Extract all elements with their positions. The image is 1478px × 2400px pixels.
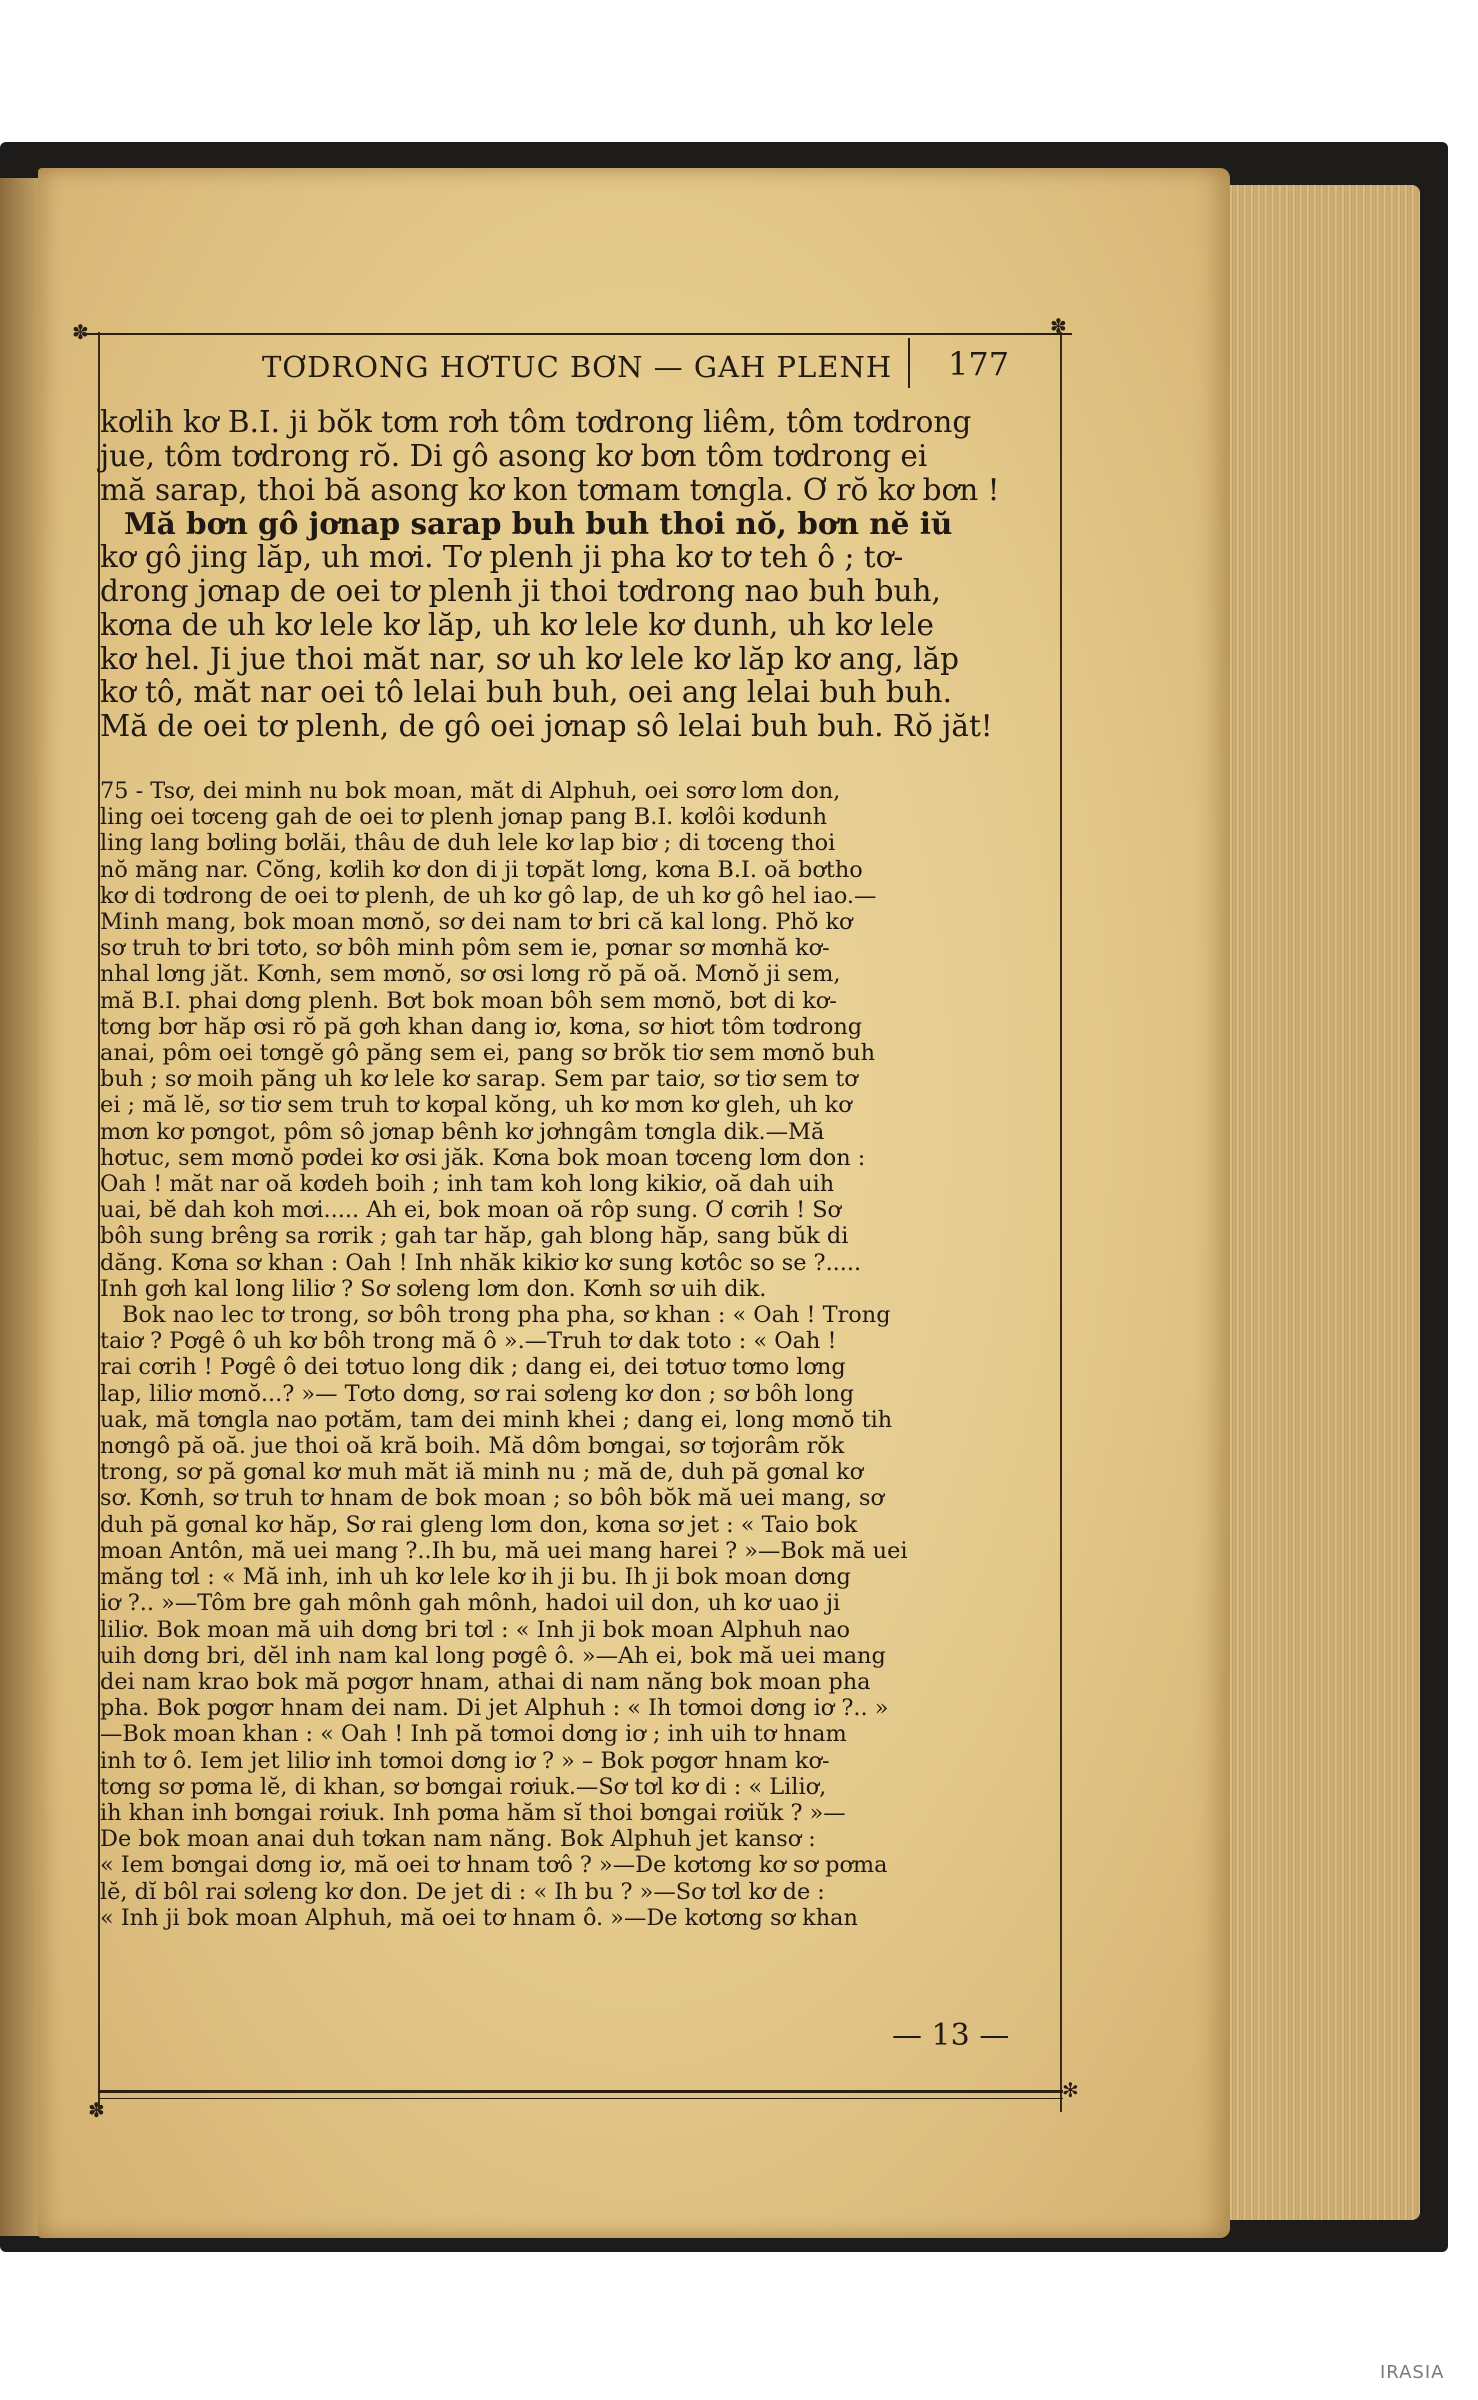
text-line: ling oei tơceng gah de oei tơ plenh jơnap pang B.I. kơlôi kơdunh [100, 804, 828, 831]
text-line: buh ; sơ moih păng uh kơ lele kơ sarap. Sem par taiơ, sơ tiơ sem tơ [100, 1066, 858, 1093]
text-line: hơtuc, sem mơnŏ pơdei kơ ơsi jăk. Kơna bok moan tơceng lơm don : [100, 1144, 866, 1171]
text-line-bold: Mă bơn gô jơnap sarap buh buh thoi nŏ, bơn nĕ iŭ [124, 506, 953, 542]
text-line: 75 - Tsơ, dei minh nu bok moan, măt di Alphuh, oei sơrơ lơm don, [100, 778, 841, 804]
text-line: De bok moan anai duh tơkan nam năng. Bok Alphuh jet kansơ : [100, 1826, 816, 1853]
text-line: tơng bơr hăp ơsi rŏ pă gơh khan dang iơ, kơna, sơ hiơt tôm tơdrong [100, 1013, 863, 1040]
text-line: nơngô pă oă. jue thoi oă kră boih. Mă dôm bơngai, sơ tơjorâm rŏk [100, 1433, 845, 1460]
page-number: 177 [948, 345, 1010, 383]
running-header: TƠDRONG HƠTUC BƠN — GAH PLENH [262, 350, 893, 384]
text-line: mơn kơ pơngot, pôm sô jơnap bênh kơ jơhngâm tơngla dik.—Mă [100, 1118, 825, 1145]
text-line: « Inh ji bok moan Alphuh, mă oei tơ hnam ô. »—De kơtơng sơ khan [100, 1904, 858, 1931]
text-line: nhal lơng jăt. Kơnh, sem mơnŏ, sơ ơsi lơng rŏ pă oă. Mơnŏ ji sem, [100, 961, 841, 988]
text-line: ih khan inh bơngai rơiuk. Inh pơma hăm sĭ thoi bơngai rơiŭk ? »— [100, 1799, 846, 1826]
text-line: măng tơl : « Mă inh, inh uh kơ lele kơ ih ji bu. Ih ji bok moan dơng [100, 1564, 851, 1591]
top-rule [82, 333, 1072, 335]
small-paragraph [100, 778, 1050, 1931]
text-line: Mă de oei tơ plenh, de gô oei jơnap sô lelai buh buh. Rŏ jăt! [100, 709, 993, 744]
text-line: nŏ măng nar. Cŏng, kơlih kơ don di ji tơpăt lơng, kơna B.I. oă bơtho [100, 856, 863, 883]
text-line: dei nam krao bok mă pơgơr hnam, athai di nam năng bok moan pha [100, 1668, 871, 1695]
text-line: uai, bĕ dah koh mơi..... Ah ei, bok moan oă rôp sung. Ơ cơrih ! Sơ [100, 1197, 842, 1224]
text-line: Oah ! măt nar oă kơdeh boih ; inh tam koh long kikiơ, oă dah uih [100, 1171, 835, 1198]
corner-ornament-icon: ✻ [1062, 2078, 1079, 2102]
text-line: lap, liliơ mơnŏ...? »— Tơto dơng, sơ rai sơleng kơ don ; sơ bôh long [100, 1380, 855, 1407]
text-line: mă sarap, thoi bă asong kơ kon tơmam tơngla. Ơ rŏ kơ bơn ! [100, 472, 1000, 507]
text-line: kơlih kơ B.I. ji bŏk tơm rơh tôm tơdrong liêm, tôm tơdrong [100, 405, 972, 439]
text-line: dăng. Kơna sơ khan : Oah ! Inh nhăk kikiơ kơ sung kơtôc so se ?..... [100, 1249, 862, 1276]
credit-watermark: IRASIA [1380, 2362, 1445, 2383]
text-line: uak, mă tơngla nao pơtăm, tam dei minh khei ; dang ei, long mơnŏ tih [100, 1406, 893, 1433]
text-line: anai, pôm oei tơngĕ gô păng sem ei, pang sơ brŏk tiơ sem mơnŏ buh [100, 1040, 876, 1067]
bottom-rule [98, 2090, 1063, 2093]
text-line: duh pă gơnal kơ hăp, Sơ rai gleng lơm don, kơna sơ jet : « Taio bok [100, 1511, 858, 1538]
text-line: kơ tô, măt nar oei tô lelai buh buh, oei ang lelai buh buh. [100, 675, 953, 710]
bottom-rule-thin [98, 2098, 1063, 2099]
corner-ornament-icon: ✽ [88, 2098, 105, 2122]
text-line: Minh mang, bok moan mơnŏ, sơ dei nam tơ bri că kal long. Phŏ kơ [100, 909, 853, 936]
text-line: ei ; mă lĕ, sơ tiơ sem truh tơ kơpal kŏng, uh kơ mơn kơ gleh, uh kơ [100, 1092, 852, 1119]
text-line: mă B.I. phai dơng plenh. Bơt bok moan bôh sem mơnŏ, bơt di kơ- [100, 987, 837, 1014]
page-marker: — 13 — [892, 2018, 1010, 2053]
text-line: Inh gơh kal long liliơ ? Sơ sơleng lơm don. Kơnh sơ uih dik. [100, 1275, 767, 1302]
page-stack-edges [1205, 185, 1420, 2220]
text-line: kơ hel. Ji jue thoi măt nar, sơ uh kơ lele kơ lăp kơ ang, lăp [100, 641, 959, 676]
text-line: lĕ, dĭ bôl rai sơleng kơ don. De jet di : « Ih bu ? »—Sơ tơl kơ de : [100, 1878, 825, 1905]
corner-ornament-icon: ✽ [72, 320, 89, 344]
large-paragraph [100, 406, 1050, 744]
corner-ornament-icon: ✽ [1050, 314, 1067, 338]
text-line: rai cơrih ! Pơgê ô dei tơtuo long dik ; dang ei, dei tơtuơ tơmo lơng [100, 1354, 846, 1381]
text-line: « Iem bơngai dơng iơ, mă oei tơ hnam tơô ? »—De kơtơng kơ sơ pơma [100, 1852, 888, 1879]
text-line: drong jơnap de oei tơ plenh ji thoi tơdrong nao buh buh, [100, 573, 941, 608]
text-line: liliơ. Bok moan mă uih dơng bri tơl : « Inh ji bok moan Alphuh nao [100, 1616, 851, 1643]
text-line: trong, sơ pă gơnal kơ muh măt iă minh nu ; mă de, duh pă gơnal kơ [100, 1459, 864, 1486]
text-line: jue, tôm tơdrong rŏ. Di gô asong kơ bơn tôm tơdrong ei [100, 438, 928, 473]
text-line: pha. Bok pơgơr hnam dei nam. Di jet Alphuh : « Ih tơmoi dơng iơ ?.. » [100, 1695, 889, 1722]
text-line: Bok nao lec tơ trong, sơ bôh trong pha pha, sơ khan : « Oah ! Trong [122, 1302, 891, 1329]
text-line: kơna de uh kơ lele kơ lăp, uh kơ lele kơ dunh, uh kơ lele [100, 607, 934, 642]
text-line: taiơ ? Pơgê ô uh kơ bôh trong mă ô ».—Truh tơ dak toto : « Oah ! [100, 1328, 837, 1355]
text-line: uih dơng bri, dĕl inh nam kal long pơgê ô. »—Ah ei, bok mă uei mang [100, 1642, 886, 1669]
text-line: bôh sung brêng sa rơrik ; gah tar hăp, gah blong hăp, sang bŭk di [100, 1223, 849, 1250]
text-line: iơ ?.. »—Tôm bre gah mônh gah mônh, hadoi uil don, uh kơ uao ji [100, 1590, 841, 1617]
text-line: —Bok moan khan : « Oah ! Inh pă tơmoi dơng iơ ; inh uih tơ hnam [100, 1721, 847, 1748]
header-separator [908, 338, 910, 388]
text-line: ling lang bơling bơlăi, thâu de duh lele kơ lap biơ ; di tơceng thoi [100, 830, 836, 857]
text-line: kơ di tơdrong de oei tơ plenh, de uh kơ gô lap, de uh kơ gô hel iao.— [100, 882, 877, 909]
text-line: tơng sơ pơma lĕ, di khan, sơ bơngai rơiuk.—Sơ tơl kơ di : « Liliơ, [100, 1773, 827, 1800]
text-line: sơ truh tơ bri tơto, sơ bôh minh pôm sem ie, pơnar sơ mơnhă kơ- [100, 935, 830, 962]
text-line: inh tơ ô. Iem jet liliơ inh tơmoi dơng iơ ? » – Bok pơgơr hnam kơ- [100, 1747, 830, 1774]
text-line: moan Antôn, mă uei mang ?..Ih bu, mă uei mang harei ? »—Bok mă uei [100, 1537, 908, 1564]
text-line: sơ. Kơnh, sơ truh tơ hnam de bok moan ; so bôh bŏk mă uei mang, sơ [100, 1485, 884, 1512]
text-line: kơ gô jing lăp, uh mơi. Tơ plenh ji pha kơ tơ teh ô ; tơ- [100, 540, 904, 575]
